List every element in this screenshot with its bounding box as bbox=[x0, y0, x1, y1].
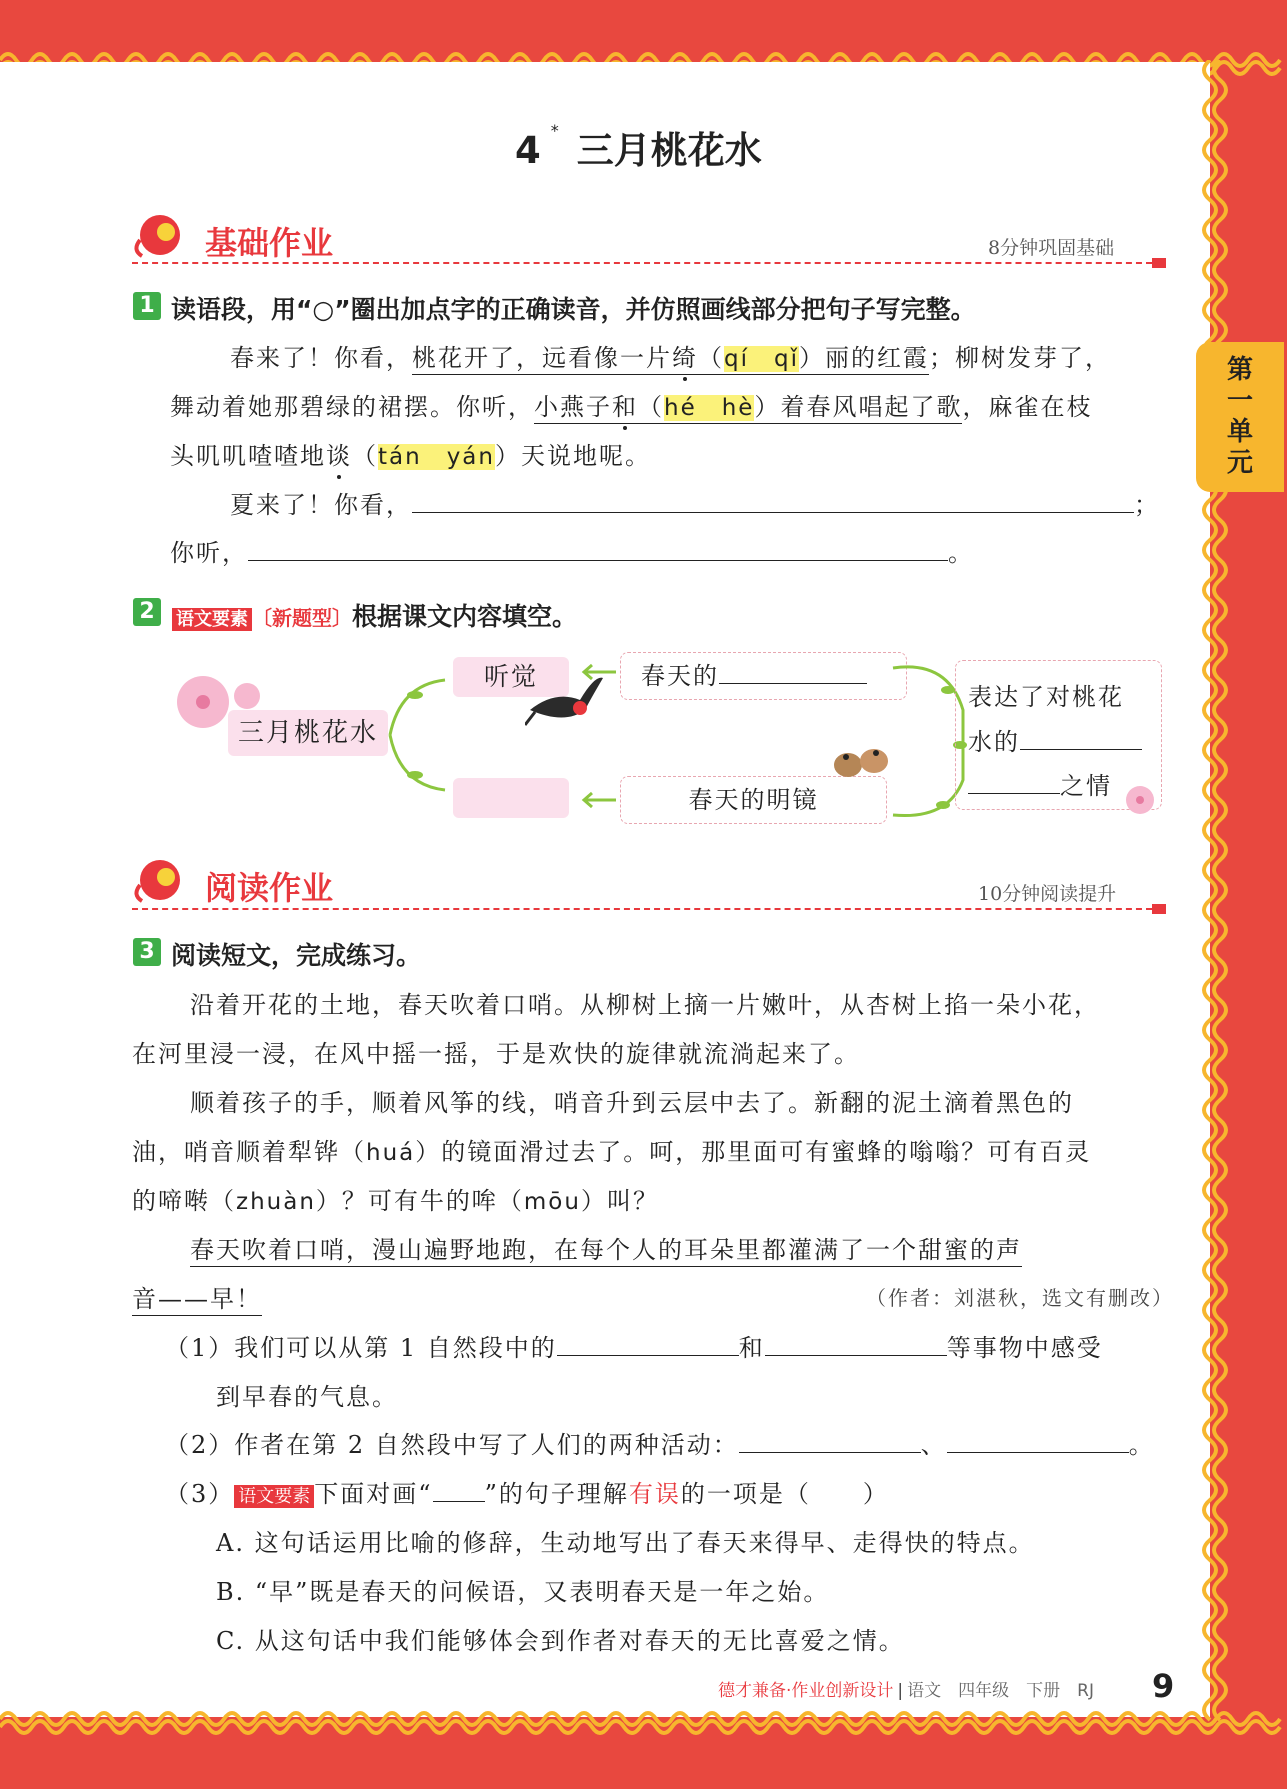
question-number-2: 2 bbox=[133, 598, 161, 626]
sight-answer-box[interactable] bbox=[453, 778, 569, 818]
passage-p1-line2: 在河里浸一浸，在风中摇一摇，于是欢快的旋律就流淌起来了。 bbox=[132, 1040, 860, 1068]
passage-p3-line1: 春天吹着口哨，漫山遍野地跑，在每个人的耳朵里都灌满了一个甜蜜的声 bbox=[190, 1230, 1022, 1265]
passage-p2-line3: 的啼啭（zhuàn）？可有牛的哞（mōu）叫？ bbox=[132, 1187, 659, 1215]
answer-blank-s2-b[interactable] bbox=[947, 1428, 1129, 1453]
unit-tab[interactable] bbox=[1196, 342, 1284, 492]
answer-blank-s1-a[interactable] bbox=[557, 1331, 739, 1356]
bottom-wavy-border bbox=[0, 1705, 1287, 1745]
lesson-number: 4 * bbox=[515, 121, 559, 172]
subq-3: （3） 语文要素 下面对画“ ”的句子理解有误的一项是（ ） bbox=[165, 1474, 889, 1509]
underline-sample bbox=[433, 1477, 485, 1502]
mirror-node: 春天的明镜 bbox=[620, 776, 887, 824]
page-number: 9 bbox=[1152, 1667, 1175, 1705]
passage-author: （作者：刘湛秋，选文有删改） bbox=[866, 1286, 1174, 1310]
passage-p3-line2: 音——早！ bbox=[132, 1279, 262, 1314]
arrow-left-icon-2 bbox=[578, 790, 618, 810]
option-c[interactable]: C. 从这句话中我们能够体会到作者对春天的无比喜爱之情。 bbox=[216, 1627, 905, 1655]
answer-blank-summer-see[interactable] bbox=[412, 488, 1134, 513]
answer-blank-summer-hear[interactable] bbox=[248, 536, 948, 561]
section-divider bbox=[132, 262, 1152, 264]
question-1-prompt: 读语段，用“○”圈出加点字的正确读音，并仿照画线部分把句子写完整。 bbox=[171, 295, 976, 324]
section-heading-reading: 阅读作业 bbox=[205, 869, 334, 907]
question-number-3: 3 bbox=[133, 938, 161, 966]
flower-section-icon bbox=[130, 210, 190, 260]
subq-1-line2: 到早春的气息。 bbox=[216, 1383, 398, 1411]
q1-line-5: 你听， 。 bbox=[170, 533, 974, 568]
footer-brand: 德才兼备·作业创新设计 bbox=[718, 1681, 894, 1701]
flower-section-icon-2 bbox=[130, 855, 190, 905]
subq-2: （2）作者在第 2 自然段中写了人们的两种活动： 、 。 bbox=[165, 1425, 1155, 1460]
lesson-title-text: 三月桃花水 bbox=[576, 129, 762, 172]
lesson-title bbox=[515, 120, 762, 174]
section-note-reading: 10分钟阅读提升 bbox=[978, 883, 1117, 905]
unit-tab-label: 第一单元 bbox=[1226, 355, 1253, 478]
q1-line-2: 舞动着她那碧绿的裙摆。你听，小燕子和（hé hè）着春风唱起了歌，麻雀在枝 bbox=[170, 387, 1092, 422]
center-node: 三月桃花水 bbox=[228, 710, 388, 756]
q1-line-4: 夏来了！你看， ； bbox=[230, 485, 1160, 520]
footer-book-info: 语文 四年级 下册 RJ bbox=[907, 1681, 1094, 1701]
option-a[interactable]: A. 这句话运用比喻的修辞，生动地写出了春天来得早、走得快的特点。 bbox=[216, 1529, 1035, 1557]
small-blossom-icon bbox=[1120, 782, 1160, 818]
q1-line-3: 头叽叽喳喳地谈（tán yán）天说地呢。 bbox=[170, 442, 651, 470]
passage-p2-line1: 顺着孩子的手，顺着风筝的线，哨音升到云层中去了。新翻的泥土滴着黑色的 bbox=[190, 1089, 1074, 1117]
chinese-element-tag: 语文要素 bbox=[172, 608, 252, 631]
expression-line-3: 之情 bbox=[968, 766, 1112, 801]
question-3-prompt: 阅读短文，完成练习。 bbox=[171, 941, 422, 970]
optional-lesson-mark: * bbox=[550, 121, 559, 140]
section-note-basic: 8分钟巩固基础 bbox=[988, 237, 1115, 259]
q1-line-1: 春来了！你看，桃花开了，远看像一片绮（qí qǐ）丽的红霞；柳树发芽了， bbox=[230, 338, 1111, 373]
question-number-1: 1 bbox=[133, 292, 161, 320]
footer-info: 德才兼备·作业创新设计 | 语文 四年级 下册 RJ bbox=[718, 1681, 1094, 1701]
right-wavy-border bbox=[1200, 60, 1244, 1730]
new-type-tag: 〔新题型〕 bbox=[252, 606, 352, 630]
dotted-char-qi: 绮 bbox=[672, 344, 698, 372]
expression-line-1: 表达了对桃花 bbox=[968, 683, 1124, 711]
arrow-left-icon bbox=[578, 662, 618, 682]
pinyin-option-1[interactable]: qí qǐ bbox=[724, 346, 799, 372]
subq-1-line1: （1）我们可以从第 1 自然段中的 和 等事物中感受 bbox=[165, 1328, 1103, 1363]
passage-p1-line1: 沿着开花的土地，春天吹着口哨。从柳树上摘一片嫩叶，从杏树上掐一朵小花， bbox=[190, 991, 1100, 1019]
section-heading-basic: 基础作业 bbox=[205, 224, 334, 262]
pinyin-option-3[interactable]: tán yán bbox=[378, 444, 495, 470]
passage-p2-line2: 油，哨音顺着犁铧（huá）的镜面滑过去了。呵，那里面可有蜜蜂的嗡嗡？可有百灵 bbox=[132, 1138, 1092, 1166]
answer-blank-s1-b[interactable] bbox=[765, 1331, 947, 1356]
pinyin-option-2[interactable]: hé hè bbox=[664, 395, 755, 421]
expression-line-2: 水的 bbox=[968, 722, 1142, 757]
question-2-header bbox=[172, 597, 577, 633]
dotted-char-tan: 谈 bbox=[326, 442, 352, 470]
answer-blank-feeling-2[interactable] bbox=[968, 769, 1060, 794]
chinese-element-tag-2: 语文要素 bbox=[234, 1485, 314, 1508]
question-2-prompt: 根据课文内容填空。 bbox=[352, 602, 578, 631]
answer-blank-s2-a[interactable] bbox=[739, 1428, 921, 1453]
option-b[interactable]: B. “早”既是春天的问候语，又表明春天是一年之始。 bbox=[216, 1578, 830, 1606]
section-divider-2 bbox=[132, 908, 1152, 910]
answer-blank-feeling[interactable] bbox=[1020, 725, 1142, 750]
dotted-char-he: 和 bbox=[612, 393, 638, 421]
section-divider-end bbox=[1152, 258, 1166, 268]
section-divider-end-2 bbox=[1152, 904, 1166, 914]
spring-of-node: 春天的 bbox=[620, 652, 907, 700]
hearing-node: 听觉 bbox=[453, 657, 569, 697]
answer-blank-spring-of[interactable] bbox=[719, 659, 867, 684]
